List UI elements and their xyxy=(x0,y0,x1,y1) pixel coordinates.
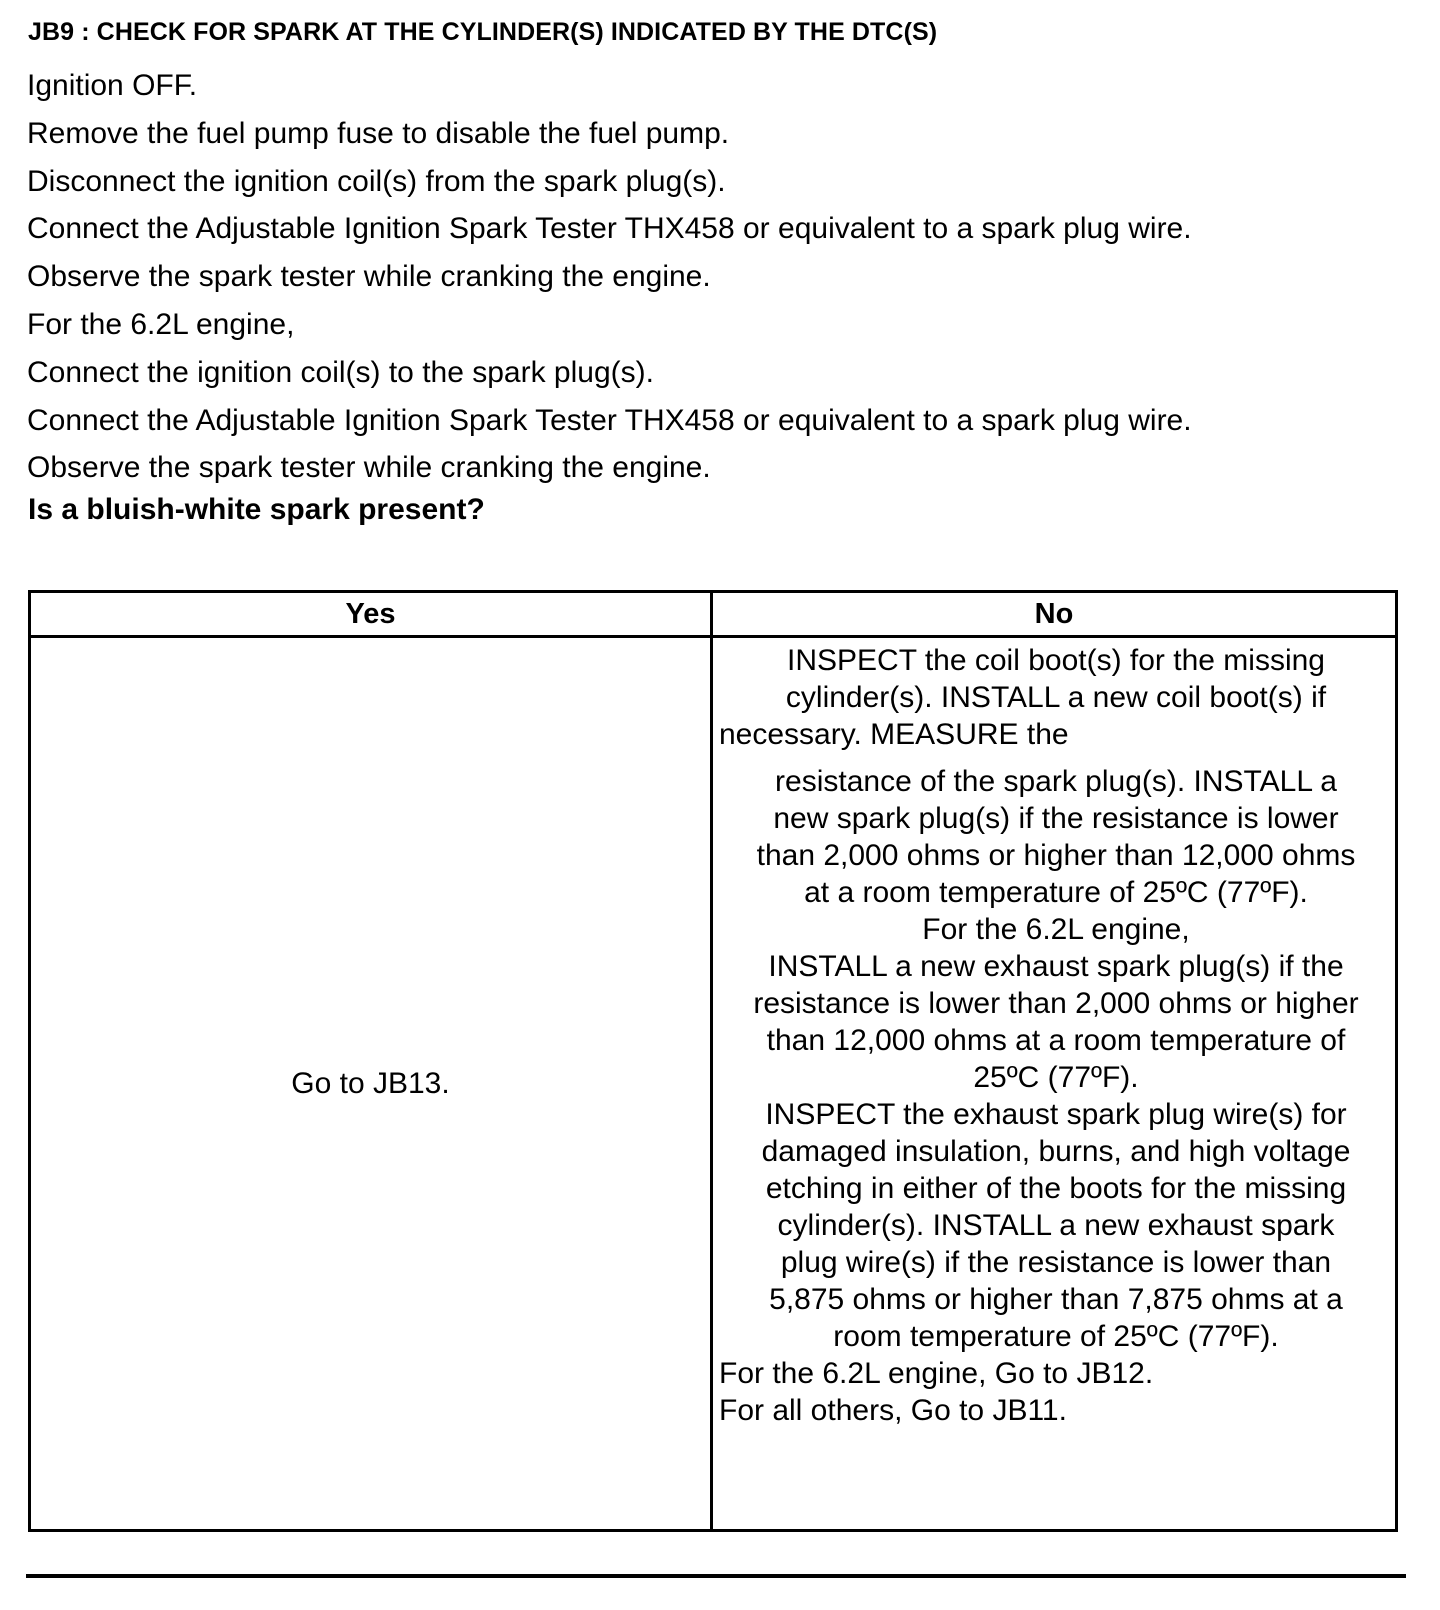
no-line: than 12,000 ohms at a room temperature of xyxy=(766,1024,1346,1057)
no-cell xyxy=(712,637,1397,1531)
no-line: cylinder(s). INSTALL a new exhaust spark xyxy=(777,1209,1335,1242)
no-line: etching in either of the boots for the missing xyxy=(765,1172,1347,1205)
no-line: resistance of the spark plug(s). INSTALL a xyxy=(775,765,1337,798)
no-line: plug wire(s) if the resistance is lower than xyxy=(780,1246,1332,1279)
step-item: Remove the fuel pump fuse to disable the fuel pump. xyxy=(27,116,730,150)
step-item: Observe the spark tester while cranking the engine. xyxy=(27,260,711,294)
no-line: than 2,000 ohms or higher than 12,000 ohms xyxy=(756,839,1356,872)
step-item: Observe the spark tester while cranking the engine. xyxy=(27,451,711,485)
step-item: Disconnect the ignition coil(s) from the spark plug(s). xyxy=(27,164,726,198)
no-line: damaged insulation, burns, and high voltage xyxy=(761,1135,1351,1168)
no-action-text xyxy=(713,638,1395,1429)
no-header: No xyxy=(712,592,1397,637)
no-line: For the 6.2L engine, xyxy=(922,913,1190,946)
yes-cell xyxy=(30,637,712,1531)
step-item: Connect the Adjustable Ignition Spark Tester THX458 or equivalent to a spark plug wire. xyxy=(27,403,1192,437)
no-line: 5,875 ohms or higher than 7,875 ohms at a xyxy=(769,1283,1343,1316)
no-line: resistance is lower than 2,000 ohms or higher xyxy=(753,987,1359,1020)
step-item: Connect the Adjustable Ignition Spark Tester THX458 or equivalent to a spark plug wire. xyxy=(27,212,1192,246)
procedure-steps xyxy=(27,62,1192,492)
no-line: necessary. MEASURE the xyxy=(719,718,1069,751)
step-item: Ignition OFF. xyxy=(27,69,198,102)
decision-question: Is a bluish-white spark present? xyxy=(28,493,485,526)
no-line: room temperature of 25ºC (77ºF). xyxy=(833,1320,1279,1353)
no-line: For the 6.2L engine, Go to JB12. xyxy=(719,1357,1154,1390)
table-row xyxy=(30,637,1397,1531)
no-line: 25ºC (77ºF). xyxy=(973,1061,1139,1094)
step-item: Connect the ignition coil(s) to the spark plug(s). xyxy=(27,355,654,389)
no-line: INSPECT the exhaust spark plug wire(s) for xyxy=(765,1098,1347,1131)
no-line: at a room temperature of 25ºC (77ºF). xyxy=(804,876,1308,909)
step-item: For the 6.2L engine, xyxy=(27,307,295,341)
yes-header: Yes xyxy=(30,592,712,637)
no-line: new spark plug(s) if the resistance is lower xyxy=(773,802,1339,835)
no-line: cylinder(s). INSTALL a new coil boot(s) if xyxy=(785,681,1327,714)
table-header-row xyxy=(30,592,1397,637)
procedure-heading: JB9 : CHECK FOR SPARK AT THE CYLINDER(S) INDICATED BY THE DTC(S) xyxy=(28,18,938,46)
bottom-divider xyxy=(26,1574,1406,1578)
yes-action-text: Go to JB13. xyxy=(291,1066,450,1100)
decision-table xyxy=(28,590,1398,1532)
no-line: INSPECT the coil boot(s) for the missing xyxy=(787,644,1325,677)
no-line: INSTALL a new exhaust spark plug(s) if the xyxy=(768,950,1344,983)
no-line: For all others, Go to JB11. xyxy=(719,1394,1067,1427)
